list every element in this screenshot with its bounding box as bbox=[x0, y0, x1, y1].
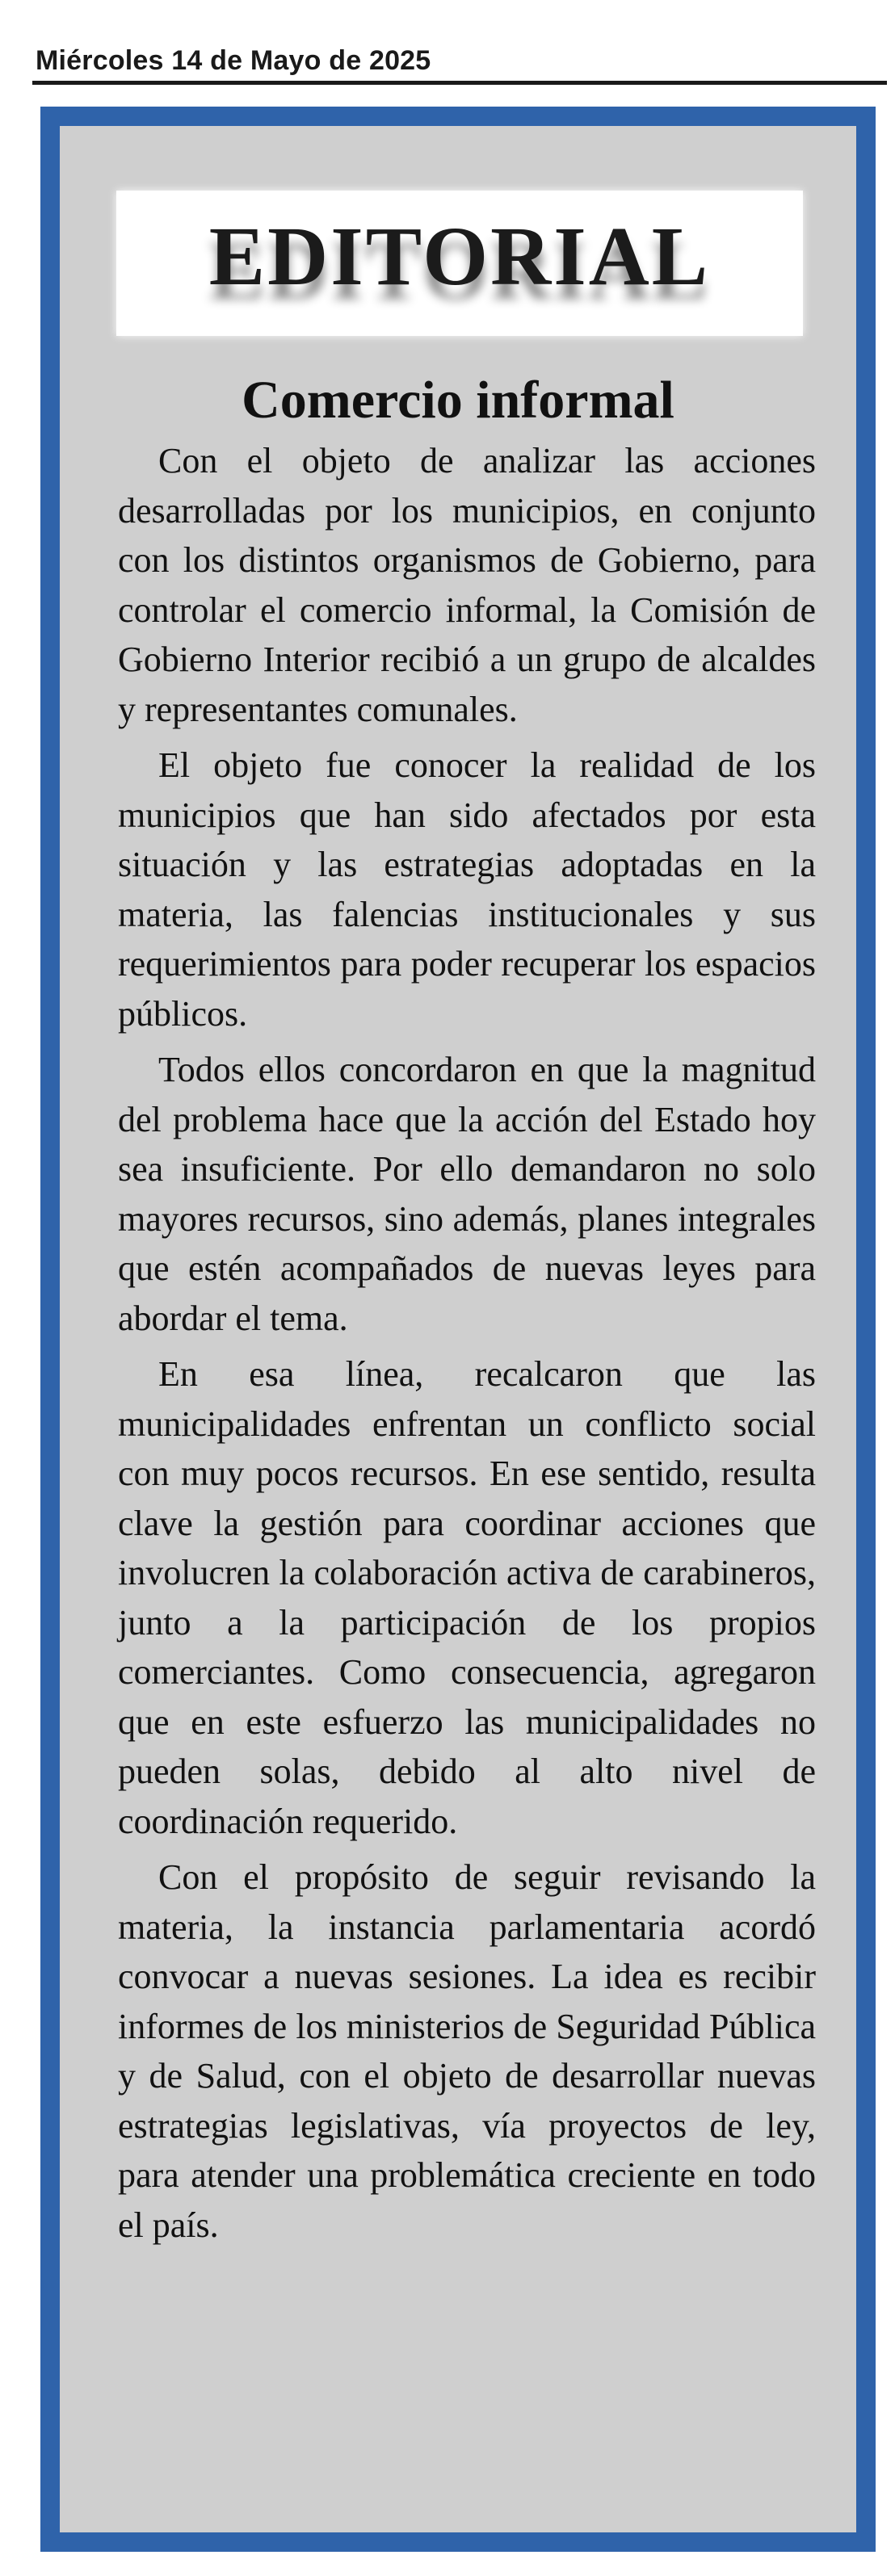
article-paragraph: Todos ellos concordaron en que la magnitud del problema hace que la acción del Estado hoy sea insuficiente. Por ello demandaron no solo mayores recursos, sino además, planes integrales que estén acompañados de nuevas leyes para abordar el tema. bbox=[118, 1050, 816, 1338]
editorial-panel bbox=[60, 126, 856, 2532]
article-paragraph: En esa línea, recalcaron que las municipalidades enfrentan un conflicto social con muy pocos recursos. En ese sentido, resulta clave la gestión para coordinar acciones que involucren la colaboración activa de carabineros, junto a la participación de los propios comerciantes. Como consecuencia, agregaron que en este esfuerzo las municipalidades no pueden solas, debido al alto nivel de coordinación requerido. bbox=[118, 1354, 816, 1841]
article-headline: Comercio informal bbox=[242, 371, 674, 430]
article-paragraph: El objeto fue conocer la realidad de los municipios que han sido afectados por esta situación y las estrategias adoptadas en la materia, las falencias institucionales y sus requerimientos para poder recuperar los espacios públicos. bbox=[118, 745, 816, 1034]
banner-title: EDITORIAL bbox=[208, 210, 711, 303]
article-paragraph: Con el propósito de seguir revisando la materia, la instancia parlamentaria acordó convocar a nuevas sesiones. La idea es recibir informes de los ministerios de Seguridad Pública y de Salud, con el objeto de desarrollar nuevas estrategias legislativas, vía proyectos de ley, para atender una problemática creciente en todo el país. bbox=[118, 1857, 816, 2245]
article-paragraph: Con el objeto de analizar las acciones desarrolladas por los municipios, en conjunto con los distintos organismos de Gobierno, para controlar el comercio informal, la Comisión de Gobierno Interior recibió a un grupo de alcaldes y representantes comunales. bbox=[118, 441, 816, 729]
dateline: Miércoles 14 de Mayo de 2025 bbox=[36, 45, 431, 76]
dateline-rule bbox=[32, 81, 887, 85]
article-body bbox=[118, 436, 816, 2256]
editorial-banner bbox=[116, 191, 803, 336]
editorial-frame bbox=[40, 107, 876, 2552]
